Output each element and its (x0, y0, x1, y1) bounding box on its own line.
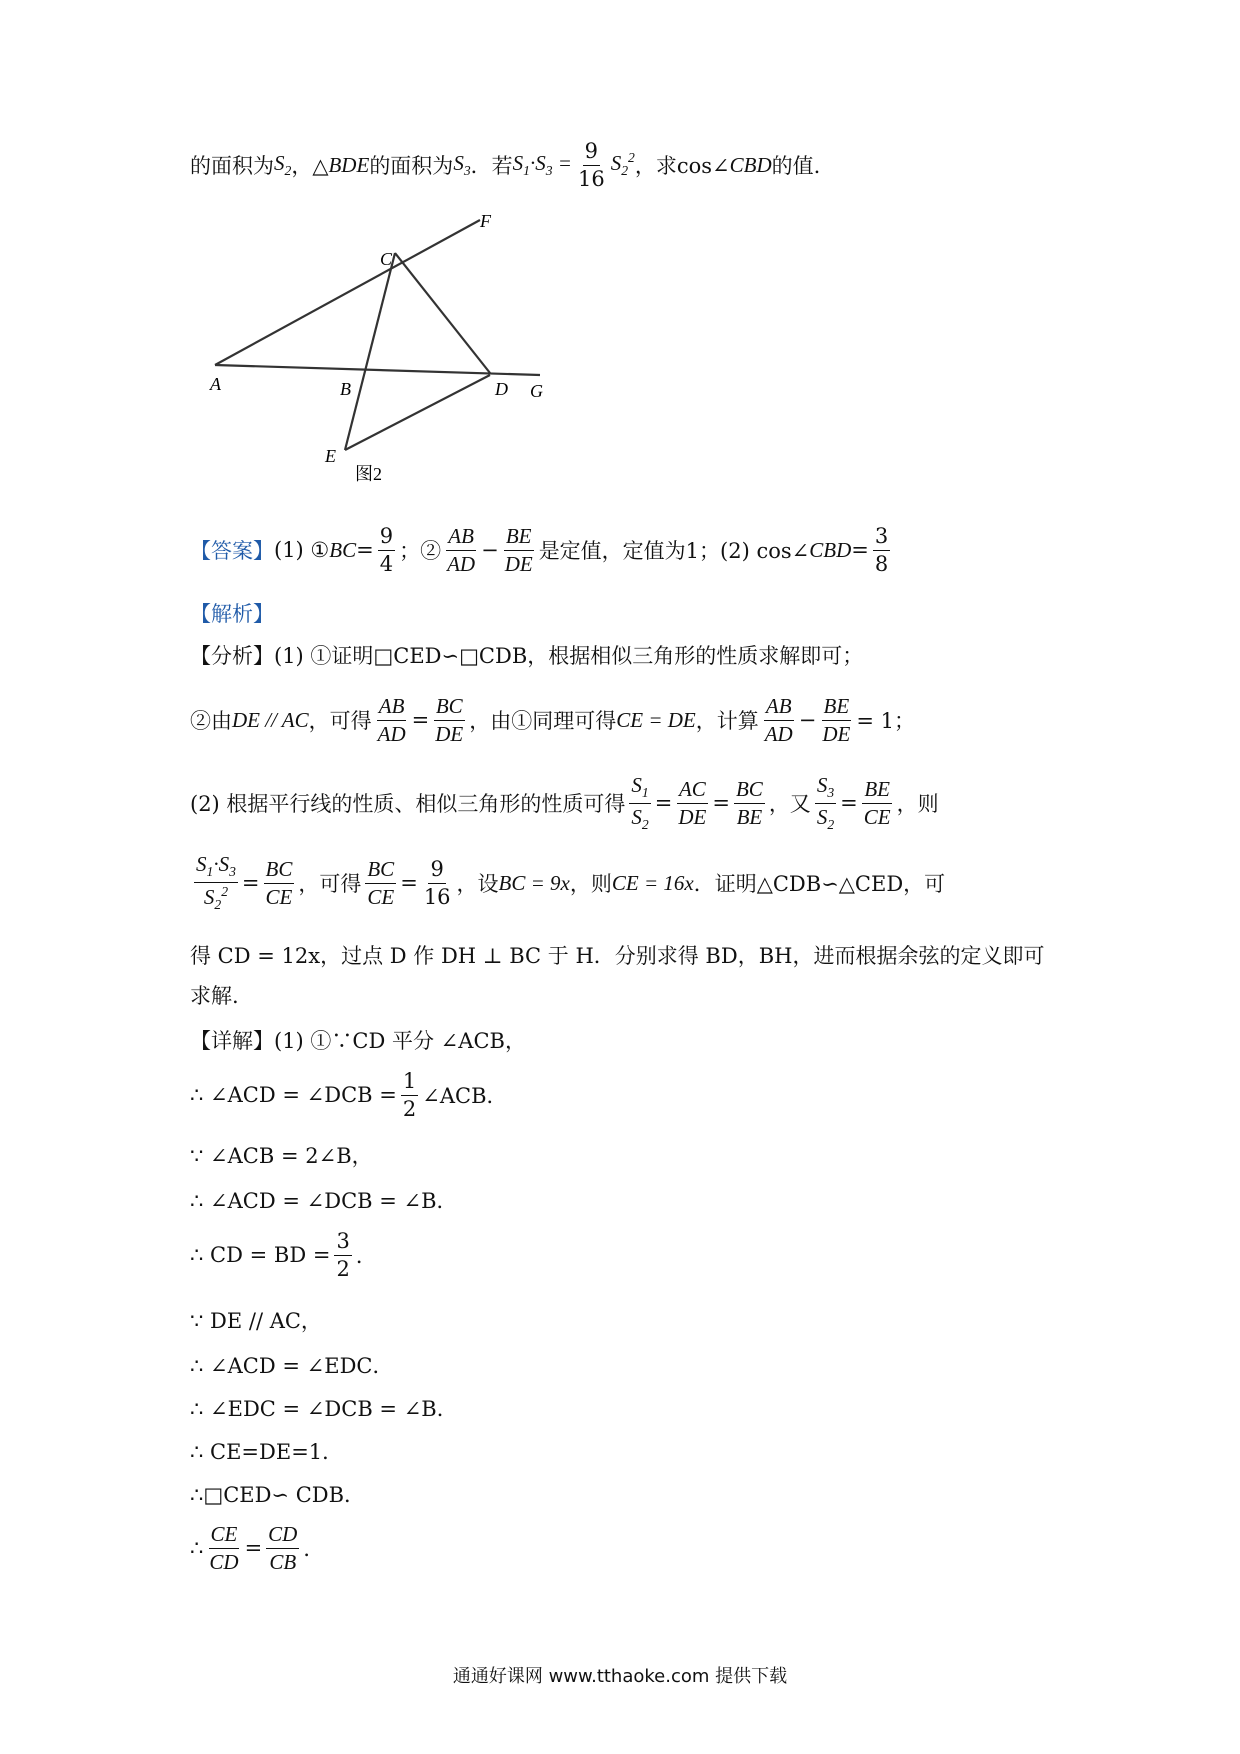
detail-line-3: ∵ ∠ACB = 2∠B， (190, 1144, 373, 1168)
detail-line-2: ∴ ∠ACD = ∠DCB = $\frac{1}{2}$ ∠ACB． (190, 1069, 508, 1121)
fraction: $\frac{9}{16}$ (577, 139, 605, 191)
detail-line-4: ∴ ∠ACD = ∠DCB = ∠B． (190, 1189, 458, 1213)
label-f: F (480, 211, 491, 231)
label-d: D (495, 379, 508, 399)
label-a: A (210, 374, 221, 394)
analysis-line-1: 【分析】(1) ①证明□CED∽□CDB，根据相似三角形的性质求解即可； (190, 644, 864, 668)
detail-line-5: ∴ CD = BD = $\frac{3}{2}$ ． (190, 1229, 377, 1281)
label-c: C (380, 249, 393, 269)
analysis-line-2: ②由 DE // AC ，可得 $\frac{AB}{AD}$ = $\frac{BC}{DE}$ ，由①同理可得 CE = DE ，计算 $\frac{AB}{AD}$ − $\frac{BE}{DE}$ = 1； (190, 694, 915, 746)
label-e: E (325, 446, 336, 466)
page-footer: 通通好课网 www.tthaoke.com 提供下载 (452, 1666, 788, 1687)
label-g: G (530, 381, 543, 401)
label-b: B (340, 379, 351, 399)
detail-line-7: ∴ ∠ACD = ∠EDC． (190, 1354, 394, 1378)
analysis-line-3: (2) 根据平行线的性质、相似三角形的性质可得 $\frac{S_1}{S_2}$ = $\frac{AC}{DE}$ = $\frac{BC}{BE}$ ，又 $\frac{S_3}{S_2}$ = $\frac{BE}{CE}$ ，则 (190, 772, 939, 832)
figure-caption: 图2 (355, 464, 382, 484)
answer-line: 【答案】 (1) ① BC = $\frac{9}{4}$ ；② $\frac{AB}{AD}$ − $\frac{BE}{DE}$ 是定值，定值为1；(2) cos∠ CBD = $\frac{3}{8}$ (190, 524, 889, 576)
geometry-figure (190, 205, 560, 495)
detail-line-11: ∴ $\frac{CE}{CD}$ = $\frac{CD}{CB}$ ． (190, 1522, 325, 1574)
analysis-tag: 【解析】 (190, 602, 274, 626)
detail-line-10: ∴□CED∽ CDB． (190, 1483, 366, 1507)
detail-line-9: ∴ CE=DE=1． (190, 1440, 344, 1464)
detail-line-1: 【详解】(1) ①∵CD 平分 ∠ACB， (190, 1029, 526, 1053)
analysis-line-5: 得 CD = 12x，过点 D 作 DH ⊥ BC 于 H．分别求得 BD，BH，进而根据余弦的定义即可 (190, 944, 1045, 968)
detail-line-6: ∵ DE // AC， (190, 1309, 322, 1333)
analysis-line-4: $\frac{S_1\cdot S_3}{S_2^2}$ = $\frac{BC}{CE}$ ，可得 $\frac{BC}{CE}$ = $\frac{9}{16}$ ，设 BC = 9x ，则 CE = 16x ．证明△CDB∽△CED，可 (196, 852, 946, 913)
detail-line-8: ∴ ∠EDC = ∠DCB = ∠B． (190, 1397, 458, 1421)
problem-line: 的面积为 $S_2$ ，△ BDE 的面积为 $S_3$ ．若 $S_1\cdot S_3$ = $\frac{9}{16}$ $S_2^2$ ，求cos∠ CBD 的值. (190, 139, 821, 191)
analysis-line-6: 求解. (190, 984, 239, 1008)
